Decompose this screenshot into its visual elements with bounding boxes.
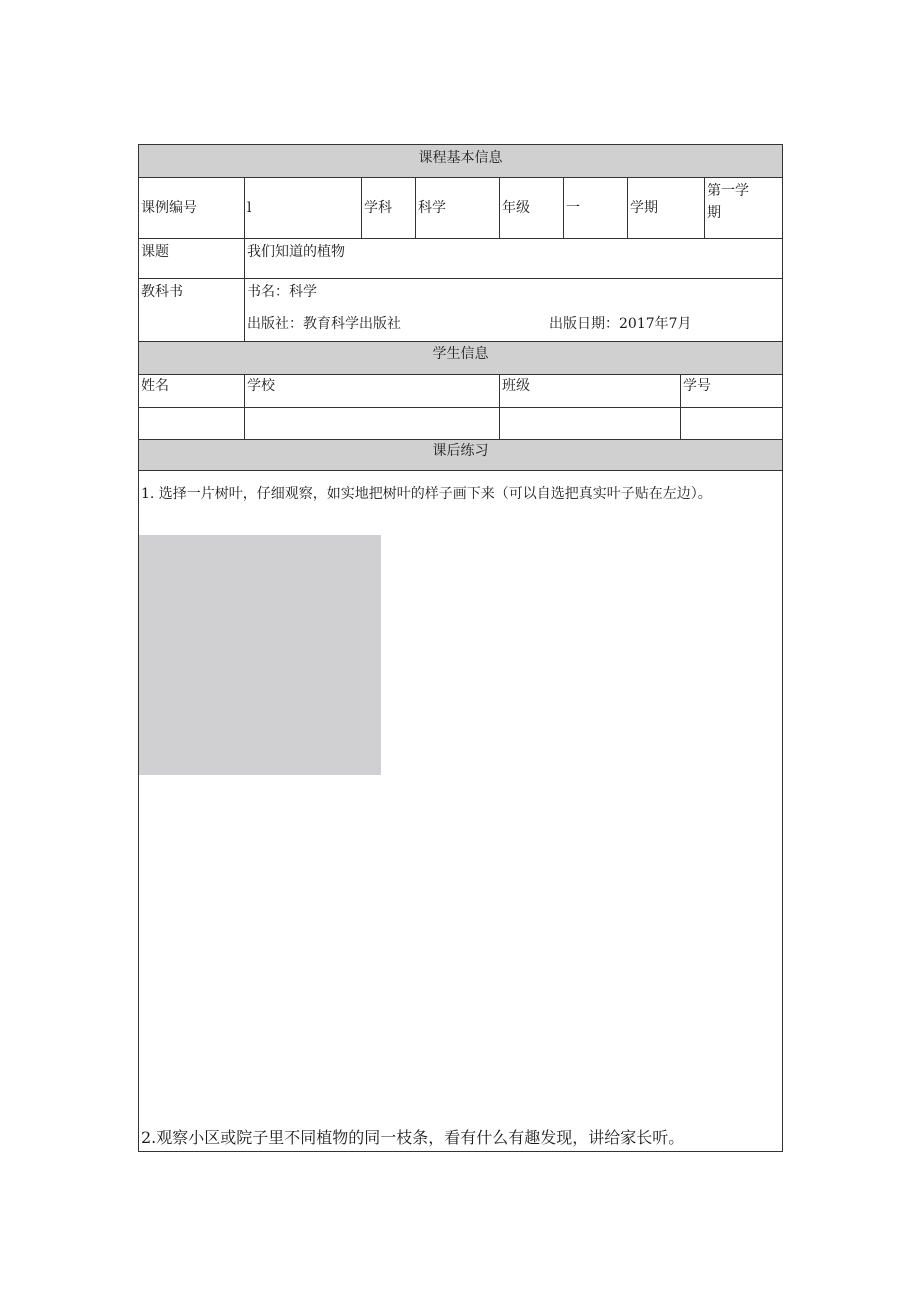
publisher: 出版社：教育科学出版社 — [247, 316, 401, 332]
subject-value: 科学 — [416, 178, 500, 239]
student-number-field[interactable] — [681, 408, 782, 440]
student-class-field[interactable] — [500, 408, 681, 440]
term-label: 学期 — [628, 178, 705, 239]
term-value: 第一学期 — [705, 178, 757, 239]
topic-label: 课题 — [139, 239, 245, 279]
textbook-label: 教科书 — [139, 279, 245, 342]
grade-label: 年级 — [500, 178, 564, 239]
section-course-info: 课程基本信息 — [139, 145, 782, 178]
student-school-label: 学校 — [245, 375, 500, 408]
course-id-label: 课例编号 — [139, 178, 245, 239]
exercise-1: 1. 选择一片树叶，仔细观察，如实地把树叶的样子画下来（可以自选把真实叶子贴在左边）。 — [141, 486, 712, 502]
student-number-label: 学号 — [681, 375, 782, 408]
student-name-label: 姓名 — [139, 375, 245, 408]
grade-value: 一 — [564, 178, 628, 239]
publication-date: 出版日期：2017年7月 — [549, 316, 692, 332]
section-homework: 课后练习 — [139, 440, 782, 471]
exercise-2: 2.观察小区或院子里不同植物的同一枝条，看有什么有趣发现，讲给家长听。 — [141, 1128, 685, 1147]
course-id-value: l — [245, 178, 362, 239]
term-cell-fill — [757, 178, 782, 239]
book-name: 书名：科学 — [247, 284, 317, 300]
student-name-field[interactable] — [139, 408, 245, 440]
student-class-label: 班级 — [500, 375, 681, 408]
section-student-info: 学生信息 — [139, 342, 782, 375]
leaf-drawing-area[interactable] — [139, 535, 381, 775]
student-school-field[interactable] — [245, 408, 500, 440]
worksheet-table — [138, 144, 783, 1152]
topic-value: 我们知道的植物 — [245, 239, 782, 279]
textbook-info — [245, 279, 782, 342]
subject-label: 学科 — [362, 178, 416, 239]
